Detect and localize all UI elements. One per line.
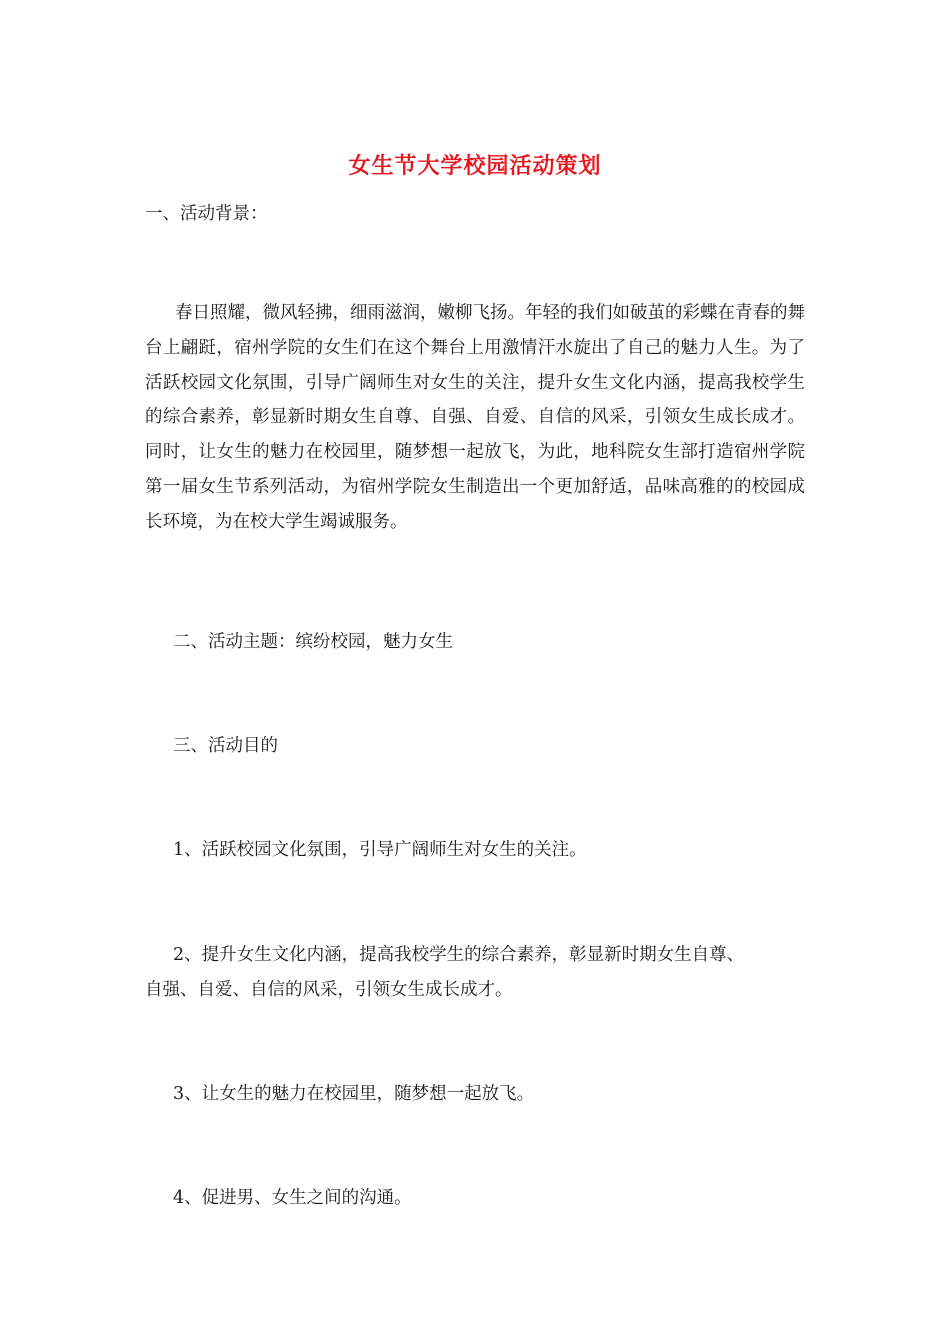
section-heading-background: 一、活动背景： [145, 204, 268, 224]
document-title: 女生节大学校园活动策划 [348, 153, 602, 179]
goal-item-4: 4、促进男、女生之间的沟通。 [173, 1188, 412, 1208]
goal-item-2-continued: 自强、自爱、自信的风采，引领女生成长成才。 [145, 980, 513, 1000]
goal-item-1: 1、活跃校园文化氛围，引导广阔师生对女生的关注。 [173, 840, 587, 860]
section-heading-theme: 二、活动主题：缤纷校园，魅力女生 [173, 632, 453, 652]
goal-item-3: 3、让女生的魅力在校园里，随梦想一起放飞。 [173, 1084, 535, 1104]
goal-item-2: 2、提升女生文化内涵，提高我校学生的综合素养，彰显新时期女生自尊、 [173, 945, 745, 965]
section-heading-purpose: 三、活动目的 [173, 736, 278, 756]
background-paragraph: 春日照耀，微风轻拂，细雨滋润，嫩柳飞扬。年轻的我们如破茧的彩蝶在青春的舞台上翩跹，宿州学院的女生们在这个舞台上用激情汗水旋出了自己的魅力人生。为了活跃校园文化氛围，引导广阔师生对女生的关注，提升女生文化内涵，提高我校学生的综合素养，彰显新时期女生自尊、自强、自爱、自信的风采，引领女生成长成才。同时，让女生的魅力在校园里，随梦想一起放飞，为此，地科院女生部打造宿州学院第一届女生节系列活动，为宿州学院女生制造出一个更加舒适，品味高雅的的校园成长环境，为在校大学生竭诚服务。 [145, 303, 805, 532]
